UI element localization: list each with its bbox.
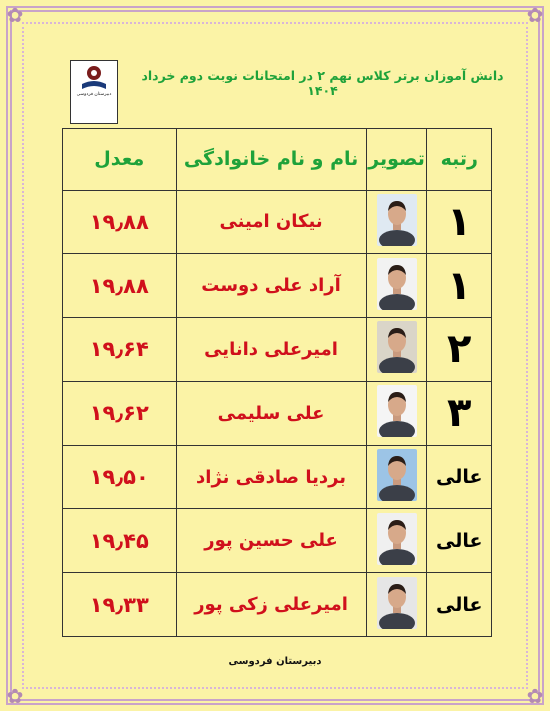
student-average: ۱۹٫۸۸ <box>63 254 177 318</box>
photo-cell <box>366 318 427 382</box>
student-portrait-icon <box>377 577 417 629</box>
student-photo <box>377 321 417 373</box>
student-average: ۱۹٫۵۰ <box>63 445 177 509</box>
rank-cell: عالی <box>427 573 492 637</box>
corner-ornament-icon: ✿ <box>6 3 24 27</box>
student-photo <box>377 577 417 629</box>
student-average: ۱۹٫۴۵ <box>63 509 177 573</box>
rank-cell: عالی <box>427 509 492 573</box>
page-title: دانش آموزان برتر کلاس نهم ۲ در امتحانات نوبت دوم خرداد ۱۴۰۴ <box>141 68 504 98</box>
student-average: ۱۹٫۸۸ <box>63 190 177 254</box>
student-name: امیرعلی زکی پور <box>176 573 366 637</box>
student-name: بردیا صادقی نژاد <box>176 445 366 509</box>
logo-text: دبیرستان فردوسی <box>76 92 112 97</box>
student-average: ۱۹٫۶۴ <box>63 318 177 382</box>
book-emblem-icon <box>79 64 109 92</box>
photo-cell <box>366 254 427 318</box>
student-photo <box>377 513 417 565</box>
rank-cell: عالی <box>427 445 492 509</box>
student-average: ۱۹٫۳۳ <box>63 573 177 637</box>
student-portrait-icon <box>377 513 417 565</box>
student-photo <box>377 449 417 501</box>
student-name: امیرعلی دانایی <box>176 318 366 382</box>
rank-cell: ۲ <box>427 318 492 382</box>
student-portrait-icon <box>377 258 417 310</box>
photo-cell <box>366 573 427 637</box>
top-students-table <box>62 128 492 637</box>
table-row <box>63 445 492 509</box>
student-photo <box>377 385 417 437</box>
corner-ornament-icon: ✿ <box>526 684 544 708</box>
table-row <box>63 254 492 318</box>
header-name: نام و نام خانوادگی <box>176 129 366 191</box>
student-name: نیکان امینی <box>176 190 366 254</box>
student-name: علی حسین پور <box>176 509 366 573</box>
footer-school-name: دبیرستان فردوسی <box>228 656 322 667</box>
table-row <box>63 381 492 445</box>
student-name: علی سلیمی <box>176 381 366 445</box>
photo-cell <box>366 190 427 254</box>
header-rank: رتبه <box>427 129 492 191</box>
rank-cell: ۳ <box>427 381 492 445</box>
rank-cell: ۱ <box>427 254 492 318</box>
table-row <box>63 509 492 573</box>
header-photo: تصویر <box>366 129 427 191</box>
table-header-row <box>63 129 492 191</box>
student-portrait-icon <box>377 194 417 246</box>
school-logo <box>70 60 118 124</box>
rank-cell: ۱ <box>427 190 492 254</box>
student-photo <box>377 194 417 246</box>
photo-cell <box>366 509 427 573</box>
corner-ornament-icon: ✿ <box>6 684 24 708</box>
student-name: آراد علی دوست <box>176 254 366 318</box>
student-average: ۱۹٫۶۲ <box>63 381 177 445</box>
student-portrait-icon <box>377 385 417 437</box>
photo-cell <box>366 381 427 445</box>
student-portrait-icon <box>377 449 417 501</box>
corner-ornament-icon: ✿ <box>526 3 544 27</box>
header-average: معدل <box>63 129 177 191</box>
table-row <box>63 573 492 637</box>
table-row <box>63 190 492 254</box>
student-photo <box>377 258 417 310</box>
photo-cell <box>366 445 427 509</box>
student-portrait-icon <box>377 321 417 373</box>
table-row <box>63 318 492 382</box>
